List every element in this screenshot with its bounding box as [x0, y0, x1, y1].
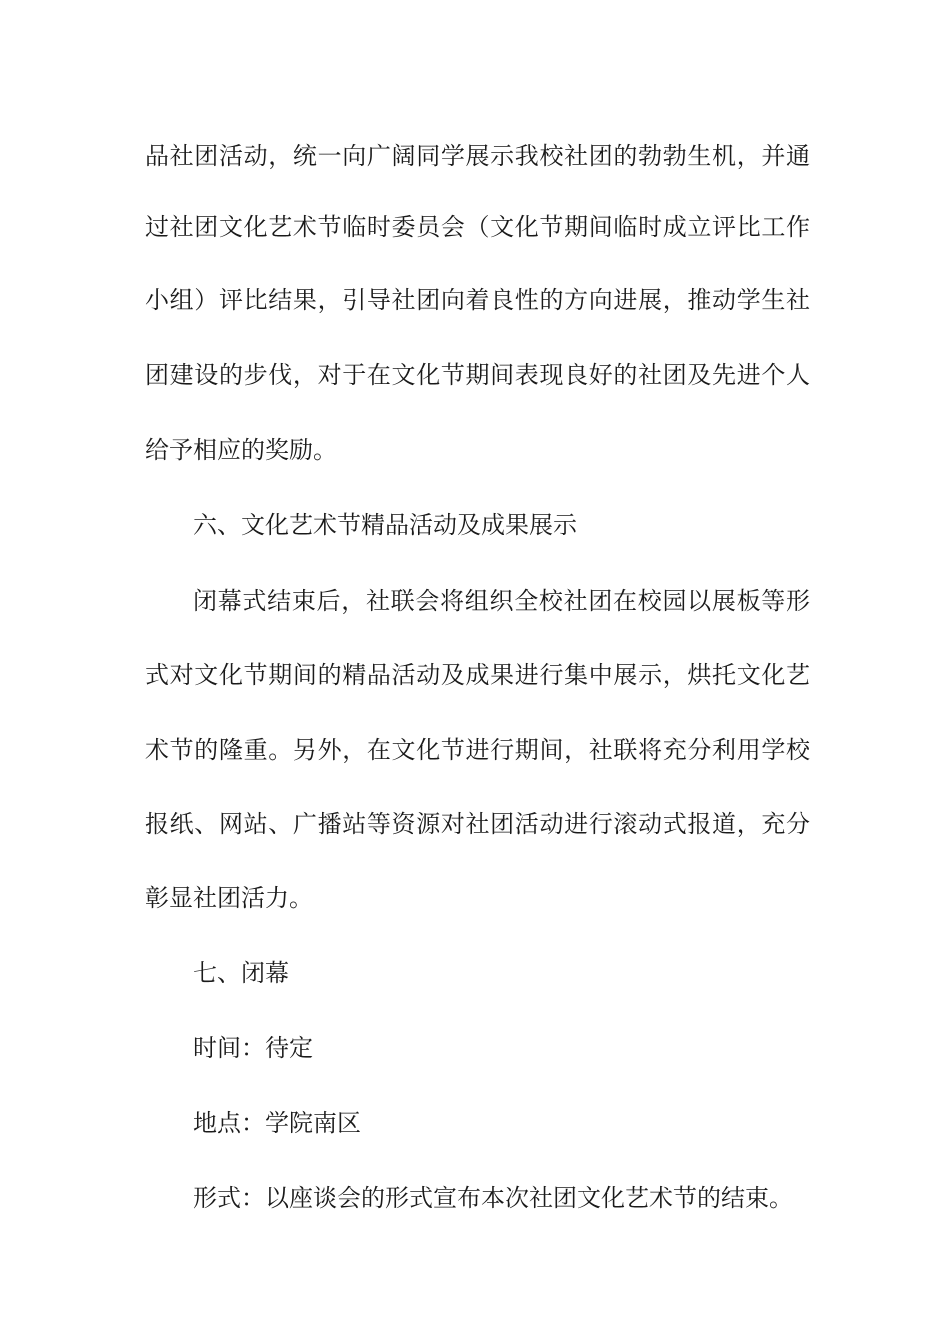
place-line: 地点：学院南区: [193, 1109, 361, 1137]
section-6-heading: 六、文化艺术节精品活动及成果展示: [193, 511, 577, 539]
paragraph-1-line-5: 给予相应的奖励。: [145, 436, 337, 464]
paragraph-2-line-4: 报纸、网站、广播站等资源对社团活动进行滚动式报道，充分: [145, 810, 810, 838]
paragraph-1-line-2: 过社团文化艺术节临时委员会（文化节期间临时成立评比工作: [145, 213, 810, 241]
paragraph-1-line-4: 团建设的步伐，对于在文化节期间表现良好的社团及先进个人: [145, 361, 810, 389]
paragraph-2-line-5: 彰显社团活力。: [145, 884, 313, 912]
form-line: 形式：以座谈会的形式宣布本次社团文化艺术节的结束。: [193, 1184, 793, 1212]
paragraph-2-line-3: 术节的隆重。另外，在文化节进行期间，社联将充分利用学校: [145, 736, 810, 764]
paragraph-1-line-1: 品社团活动，统一向广阔同学展示我校社团的勃勃生机，并通: [145, 142, 810, 170]
paragraph-2-line-1: 闭幕式结束后，社联会将组织全校社团在校园以展板等形: [193, 587, 810, 615]
paragraph-1-line-3: 小组）评比结果，引导社团向着良性的方向进展，推动学生社: [145, 286, 810, 314]
section-7-heading: 七、闭幕: [193, 959, 289, 987]
paragraph-2-line-2: 式对文化节期间的精品活动及成果进行集中展示，烘托文化艺: [145, 661, 810, 689]
time-line: 时间：待定: [193, 1034, 313, 1062]
